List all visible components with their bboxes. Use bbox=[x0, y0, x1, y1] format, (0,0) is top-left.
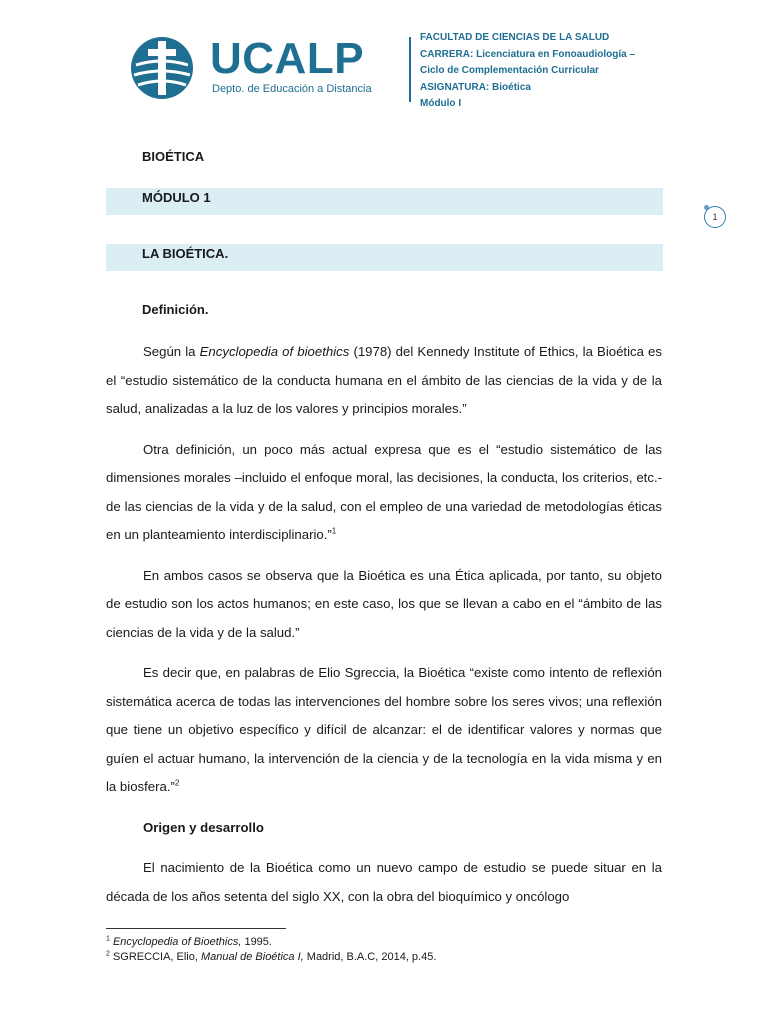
paragraph-1 bbox=[106, 338, 662, 424]
footnote-ref-2: 2 bbox=[174, 778, 180, 788]
paragraph-4 bbox=[106, 659, 662, 802]
paragraph-5: El nacimiento de la Bioética como un nuevo campo de estudio se puede situar en la década de los años setenta del siglo XX, con la obra del bioquímico y oncólogo bbox=[106, 860, 662, 904]
career-label: CARRERA: bbox=[420, 48, 474, 60]
page-number-badge: 1 bbox=[704, 206, 726, 228]
footnote-2-pre: SGRECCIA, Elio, bbox=[109, 951, 201, 963]
footnote-1 bbox=[106, 935, 436, 950]
doc-title: BIOÉTICA bbox=[142, 149, 205, 164]
definition-heading: Definición. bbox=[142, 302, 209, 317]
ucalp-logo bbox=[130, 35, 375, 101]
body-text bbox=[106, 338, 662, 911]
footnote-1-number: 1 bbox=[106, 935, 110, 943]
footnote-2-rest: Madrid, B.A.C, 2014, p.45. bbox=[303, 951, 437, 963]
footnote-divider bbox=[106, 928, 286, 929]
footnote-2-italic: Manual de Bioética I, bbox=[200, 951, 304, 963]
paragraph-2 bbox=[106, 436, 662, 550]
module-line: Módulo I bbox=[420, 98, 462, 109]
p4-text: Es decir que, en palabras de Elio Sgreccia, la Bioética “existe como intento de reflexión sistemática acerca de todas las intervenciones del hombre sobre los seres vivos; una reflexión que tiene un objetivo específico y difícil de alcanzar: el de identificar valores y normas que guíen el actuar humano, la intervención de la ciencia y de la tecnología en la vida misma y en la biosfera.” bbox=[106, 665, 662, 794]
header-divider bbox=[409, 37, 411, 102]
p1-text-a: Según la bbox=[143, 344, 200, 359]
p2-text: Otra definición, un poco más actual expresa que es el “estudio sistemático de las dimensiones morales –incluido el enfoque moral, las decisiones, la conducta, los criterios, etc.- de las ciencias de la vida y de la salud, con el empleo de una variedad de metodologías éticas en un planteamiento interdisciplinario.” bbox=[106, 441, 662, 542]
cross-globe-icon bbox=[130, 35, 194, 101]
module-heading: MÓDULO 1 bbox=[142, 190, 211, 205]
subject-value: Bioética bbox=[489, 81, 531, 93]
p1-italic: Encyclopedia of bioethics bbox=[199, 344, 350, 359]
section-heading: LA BIOÉTICA. bbox=[142, 246, 229, 261]
p1-text-b: (1978) del Kennedy Institute of Ethics, la Bioética es el “estudio sistemático de la conducta humana en el ámbito de las ciencias de la vida y de la salud, analizadas a la luz de los valores y principios morales.” bbox=[106, 344, 662, 416]
footnote-ref-1: 1 bbox=[331, 526, 337, 536]
footnote-1-rest: 1995. bbox=[241, 936, 272, 948]
footnote-1-italic: Encyclopedia of Bioethics, bbox=[112, 936, 242, 948]
subject-line bbox=[420, 80, 635, 97]
logo-name: UCALP bbox=[210, 34, 365, 83]
origin-heading: Origen y desarrollo bbox=[143, 819, 264, 835]
logo-subtitle: Depto. de Educación a Distancia bbox=[212, 83, 372, 95]
footnotes bbox=[106, 935, 436, 965]
paragraph-3: En ambos casos se observa que la Bioética es una Ética aplicada, por tanto, su objeto de estudio son los actos humanos; en este caso, los que se llevan a cabo en el “ámbito de las ciencias de la vida y de la salud.” bbox=[106, 567, 662, 640]
career-value: Licenciatura en Fonoaudiología – bbox=[473, 48, 636, 60]
faculty-line: FACULTAD DE CIENCIAS DE LA SALUD bbox=[420, 32, 610, 43]
subject-label: ASIGNATURA: bbox=[420, 81, 490, 93]
career-line bbox=[420, 47, 635, 64]
footnote-2-number: 2 bbox=[106, 950, 110, 958]
career-line-2: Ciclo de Complementación Curricular bbox=[420, 65, 599, 76]
course-info bbox=[420, 30, 635, 113]
footnote-2 bbox=[106, 950, 436, 965]
